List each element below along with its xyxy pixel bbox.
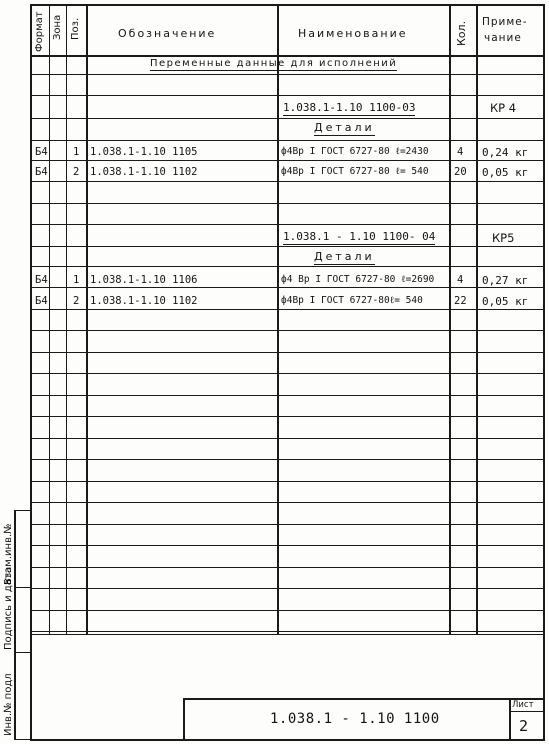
row-rule — [30, 266, 544, 267]
banner-variable-data: Переменные данные для исполнений — [150, 58, 398, 69]
sheet-label: Лист — [512, 700, 534, 710]
g1-r1-format: Б4 — [35, 146, 48, 158]
row-rule — [30, 395, 544, 396]
col-line-4 — [277, 4, 279, 634]
row-rule — [30, 246, 544, 247]
row-rule — [30, 95, 544, 96]
title-block-sheet-line — [509, 711, 544, 712]
group-2-note: КР5 — [492, 231, 515, 245]
row-rule — [30, 502, 544, 503]
row-rule — [30, 224, 544, 225]
row-rule — [30, 373, 544, 374]
side-strip-div-1 — [14, 587, 31, 588]
g1-r1-designation: 1.038.1-1.10 1105 — [90, 146, 198, 158]
g2-r2-pos: 2 — [73, 295, 80, 307]
side-strip-outer — [14, 510, 16, 740]
row-rule — [30, 309, 544, 310]
g2-r2-format: Б4 — [35, 295, 48, 307]
g1-r2-qty: 20 — [454, 166, 467, 178]
title-block-left — [183, 698, 185, 740]
g2-r1-designation: 1.038.1-1.10 1106 — [90, 274, 198, 286]
row-rule — [30, 416, 544, 417]
row-rule — [30, 438, 544, 439]
g2-r1-note: 0,27 кг — [482, 274, 529, 287]
g2-r1-format: Б4 — [35, 274, 48, 286]
col-line-3 — [86, 4, 88, 634]
g2-r1-pos: 1 — [73, 274, 80, 286]
row-rule — [30, 524, 544, 525]
g2-r2-qty: 22 — [454, 295, 467, 307]
g2-r1-qty: 4 — [457, 274, 464, 286]
g2-r2-note: 0,05 кг — [482, 295, 529, 308]
header-zone: Зона — [52, 14, 63, 40]
row-rule — [30, 74, 544, 75]
col-line-6 — [476, 4, 478, 634]
header-pos: Поз. — [70, 17, 81, 40]
header-note-1: Приме- — [482, 16, 528, 28]
row-rule — [30, 160, 544, 161]
row-rule — [30, 140, 544, 141]
g1-r1-pos: 1 — [73, 146, 80, 158]
g1-r2-designation: 1.038.1-1.10 1102 — [90, 166, 198, 178]
col-line-1 — [49, 4, 50, 634]
sheet-number: 2 — [519, 717, 529, 735]
frame-top — [30, 4, 544, 6]
g1-r2-note: 0,05 кг — [482, 166, 529, 179]
row-rule — [30, 118, 544, 119]
row-rule — [30, 610, 544, 611]
row-rule — [30, 588, 544, 589]
title-block-code: 1.038.1 - 1.10 1100 — [270, 711, 440, 727]
row-rule — [30, 287, 544, 288]
group-1-section: Детали — [314, 121, 375, 134]
g1-r1-qty: 4 — [457, 146, 464, 158]
header-qty: Кол. — [455, 20, 468, 46]
side-label-replacement: Взам.инв.№ — [3, 523, 14, 585]
side-strip-top — [14, 510, 31, 511]
g2-r1-name: ф4 Вр I ГОСТ 6727-80 ℓ=2690 — [281, 274, 435, 285]
col-line-5 — [449, 4, 451, 634]
row-rule — [30, 352, 544, 353]
g1-r1-name: ф4Вр I ГОСТ 6727-80 ℓ=2430 — [281, 146, 429, 157]
row-rule — [30, 203, 544, 204]
g2-r2-name: ф4Вр I ГОСТ 6727-80ℓ= 540 — [281, 295, 423, 306]
side-label-signature: Подпись и дата — [3, 567, 14, 650]
row-rule — [30, 459, 544, 460]
group-1-variant: 1.038.1-1.10 1100-03 — [283, 101, 416, 114]
frame-right — [543, 4, 545, 740]
title-block-sheet-divider — [509, 698, 511, 740]
side-strip-bottom — [14, 739, 31, 740]
row-rule — [30, 330, 544, 331]
row-rule — [30, 181, 544, 182]
row-rule — [30, 481, 544, 482]
row-rule — [30, 631, 544, 632]
header-bottom-line — [30, 55, 544, 57]
frame-left — [30, 4, 32, 740]
frame-bottom — [30, 739, 545, 741]
row-rule — [30, 567, 544, 568]
side-label-inventory: Инв.№ подл — [3, 673, 14, 736]
title-block-top — [183, 698, 544, 700]
g1-r2-format: Б4 — [35, 166, 48, 178]
group-2-section: Детали — [314, 250, 375, 263]
header-name: Наименование — [298, 27, 408, 40]
table-bottom-line — [30, 634, 544, 635]
group-2-variant: 1.038.1 - 1.10 1100- 04 — [283, 230, 436, 243]
g1-r1-note: 0,24 кг — [482, 146, 529, 159]
header-format: Формат — [34, 11, 45, 52]
col-line-2 — [66, 4, 67, 634]
row-rule — [30, 545, 544, 546]
header-designation: Обозначение — [118, 27, 217, 40]
g1-r2-pos: 2 — [73, 166, 80, 178]
header-note-2: чание — [484, 32, 522, 44]
group-1-note: КР 4 — [490, 101, 517, 115]
g2-r2-designation: 1.038.1-1.10 1102 — [90, 295, 198, 307]
g1-r2-name: ф4Вр I ГОСТ 6727-80 ℓ= 540 — [281, 166, 429, 177]
side-strip-div-2 — [14, 652, 31, 653]
